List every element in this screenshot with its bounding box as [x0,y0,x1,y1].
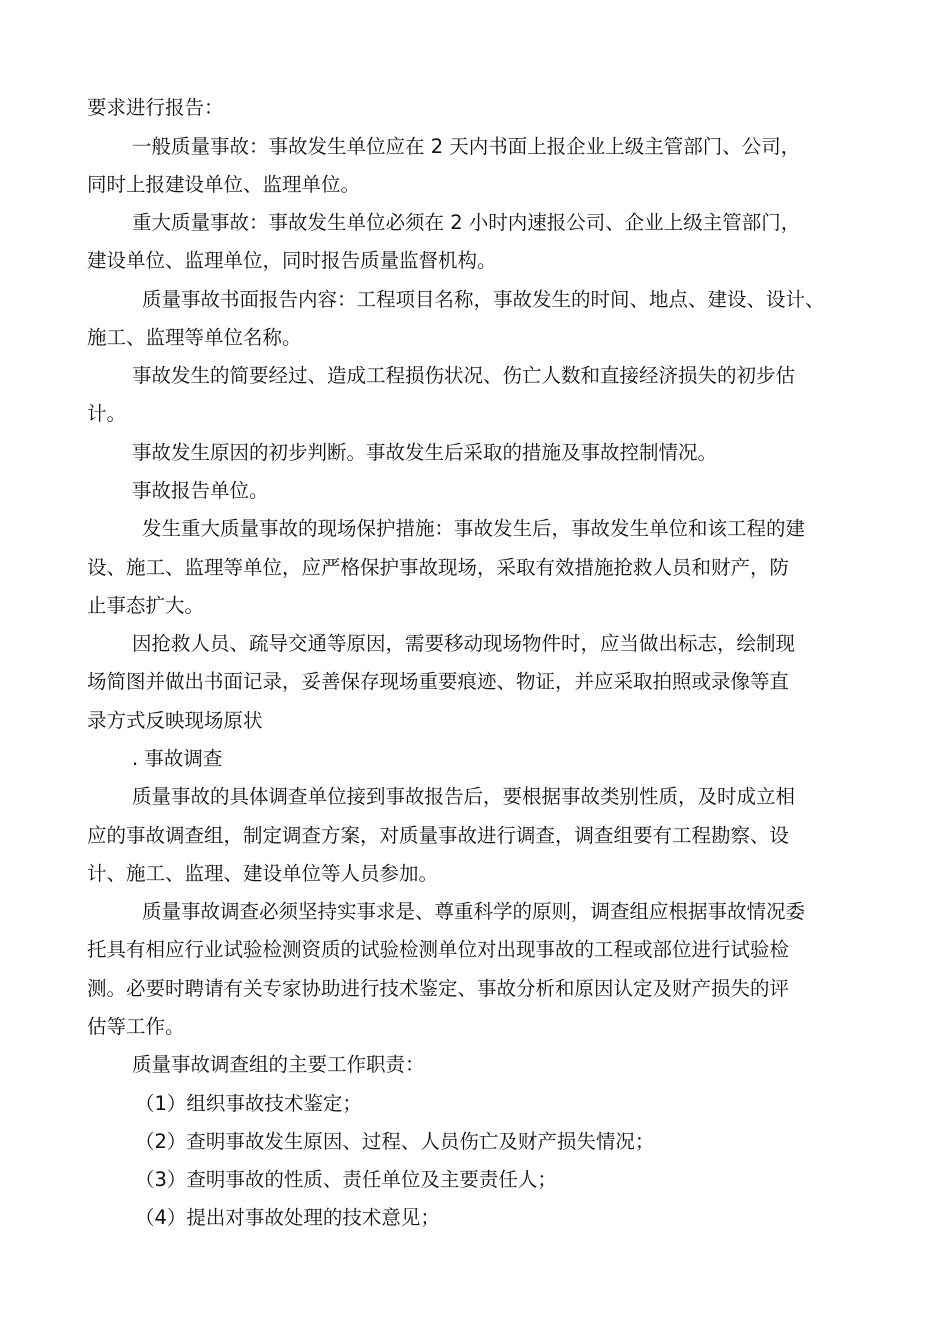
text-line: 质量事故调查组的主要工作职责： [132,1053,425,1076]
text-line: 事故发生原因的初步判断。事故发生后采取的措施及事故控制情况。 [132,441,718,464]
text-line: 事故发生的简要经过、造成工程损伤状况、伤亡人数和直接经济损失的初步估 [132,364,796,387]
list-item: （3）查明事故的性质、责任单位及主要责任人； [135,1168,557,1191]
text-line: 因抢救人员、疏导交通等原因，需要移动现场物件时，应当做出标志，绘制现 [132,632,796,655]
text-line: 计、施工、监理、建设单位等人员参加。 [87,862,439,885]
text-line: 一般质量事故：事故发生单位应在 2 天内书面上报企业上级主管部门、公司， [132,135,801,158]
text-line: 重大质量事故：事故发生单位必须在 2 小时内速报公司、企业上级主管部门， [132,211,801,234]
text-line: 设、施工、监理等单位，应严格保护事故现场，采取有效措施抢救人员和财产，防 [87,556,790,579]
text-line: 估等工作。 [87,1015,185,1038]
text-line: 建设单位、监理单位，同时报告质量监督机构。 [87,249,497,272]
list-item: （4）提出对事故处理的技术意见； [135,1206,440,1229]
text-line: 质量事故调查必须坚持实事求是、尊重科学的原则，调查组应根据事故情况委 [142,900,806,923]
text-line: 托具有相应行业试验检测资质的试验检测单位对出现事故的工程或部位进行试验检 [87,938,790,961]
text-line: 录方式反映现场原状 [87,709,263,732]
list-item: （1）组织事故技术鉴定； [135,1092,362,1115]
text-line: 止事态扩大。 [87,594,205,617]
text-line: 事故报告单位。 [132,479,269,502]
text-line: 应的事故调查组，制定调查方案，对质量事故进行调查，调查组要有工程勘察、设 [87,824,790,847]
text-line: 场简图并做出书面记录，妥善保存现场重要痕迹、物证，并应采取拍照或录像等直 [87,670,790,693]
list-item: （2）查明事故发生原因、过程、人员伤亡及财产损失情况； [135,1130,655,1153]
text-line: 发生重大质量事故的现场保护措施：事故发生后，事故发生单位和该工程的建 [142,517,806,540]
text-line: 施工、监理等单位名称。 [87,326,302,349]
text-line: 质量事故的具体调查单位接到事故报告后，要根据事故类别性质，及时成立相 [132,785,796,808]
text-line: 测。必要时聘请有关专家协助进行技术鉴定、事故分析和原因认定及财产损失的评 [87,977,790,1000]
section-heading: . 事故调查 [132,747,223,770]
text-line: 质量事故书面报告内容：工程项目名称，事故发生的时间、地点、建设、设计、 [142,288,825,311]
text-line: 计。 [87,402,127,425]
text-line: 同时上报建设单位、监理单位。 [87,173,361,196]
text-line: 要求进行报告： [87,96,224,119]
